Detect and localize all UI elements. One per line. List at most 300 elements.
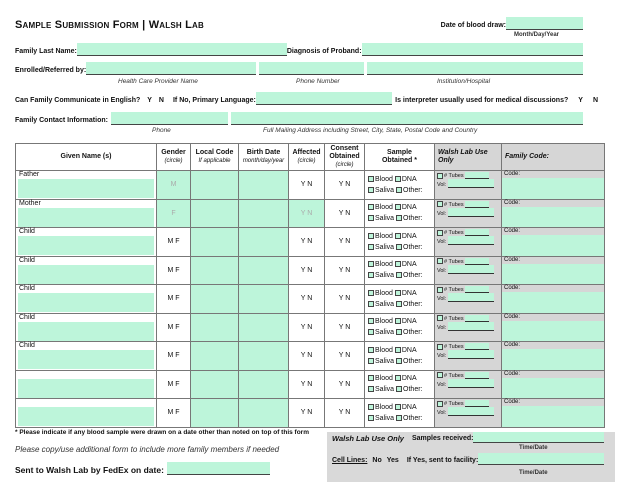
enrolled-row — [15, 62, 583, 75]
fedex-date-field[interactable] — [167, 462, 270, 475]
birth-date-field[interactable] — [239, 171, 289, 200]
col-affected-label: Affected — [292, 149, 321, 156]
blood-checkbox[interactable] — [368, 290, 374, 296]
phone-caption: Phone Number — [296, 78, 340, 85]
gender-cell[interactable]: F — [157, 199, 191, 228]
local-code-field[interactable] — [191, 256, 239, 285]
saliva-label: Saliva — [375, 215, 395, 223]
other-label: Other: — [403, 243, 423, 251]
dna-label: DNA — [401, 403, 417, 411]
saliva-checkbox[interactable] — [368, 386, 374, 392]
member-role: Child — [16, 342, 156, 350]
blood-checkbox[interactable] — [368, 261, 374, 267]
given-name-field[interactable] — [18, 208, 154, 227]
code-cell[interactable] — [502, 171, 605, 200]
code-cell[interactable] — [502, 313, 605, 342]
col-consent-label: Consent Obtained — [329, 145, 360, 160]
tubes-field[interactable] — [465, 372, 489, 379]
col-consent-sub: (circle) — [335, 162, 354, 168]
saliva-label: Saliva — [375, 186, 395, 194]
cell-lines-no[interactable]: No — [372, 457, 382, 464]
tubes-field[interactable] — [465, 400, 489, 407]
other-label: Other: — [403, 414, 423, 422]
contact-phone-field[interactable] — [111, 112, 228, 125]
consent-cell[interactable]: Y N — [325, 199, 365, 228]
vol-label: Vol: — [437, 410, 447, 416]
blood-label: Blood — [375, 346, 393, 354]
gender-cell[interactable]: M — [157, 171, 191, 200]
provider-phone-field[interactable] — [259, 62, 364, 75]
given-name-cell[interactable] — [16, 342, 157, 371]
code-label: Code: — [502, 285, 604, 292]
code-label: Code: — [502, 342, 604, 349]
local-code-field[interactable] — [191, 313, 239, 342]
blood-label: Blood — [375, 403, 393, 411]
saliva-checkbox[interactable] — [368, 187, 374, 193]
given-name-field[interactable] — [18, 293, 154, 312]
table-row — [16, 199, 605, 228]
saliva-checkbox[interactable] — [368, 358, 374, 364]
institution-caption: Institution/Hospital — [437, 78, 491, 85]
tubes-field[interactable] — [465, 258, 489, 265]
interpreter-yes[interactable]: Y — [578, 97, 583, 104]
code-cell[interactable] — [502, 342, 605, 371]
tubes-checkbox[interactable] — [437, 201, 443, 207]
dna-checkbox[interactable] — [395, 290, 401, 296]
col-affected-sub: (circle) — [297, 158, 316, 164]
given-name-field[interactable] — [18, 379, 154, 398]
affected-cell[interactable]: Y N — [289, 370, 325, 399]
table-row — [16, 342, 605, 371]
member-role — [16, 399, 156, 407]
col-gender — [157, 144, 191, 171]
other-checkbox[interactable] — [396, 187, 402, 193]
tubes-label: # Tubes — [444, 173, 464, 179]
tubes-field[interactable] — [465, 201, 489, 208]
family-last-name-field[interactable] — [77, 43, 287, 56]
blood-label: Blood — [375, 204, 393, 212]
vol-label: Vol: — [437, 182, 447, 188]
code-label: Code: — [502, 171, 604, 178]
dna-label: DNA — [401, 289, 417, 297]
copy-note: Please copy/use additional form to include more family members if needed — [15, 445, 280, 454]
tubes-label: # Tubes — [444, 315, 464, 322]
given-name-field[interactable] — [18, 236, 154, 255]
saliva-label: Saliva — [375, 300, 395, 308]
local-code-field[interactable] — [191, 228, 239, 257]
blood-checkbox[interactable] — [368, 233, 374, 239]
blood-draw-date-field[interactable] — [506, 17, 583, 30]
local-code-field[interactable] — [191, 399, 239, 428]
other-label: Other: — [403, 186, 423, 194]
sample-cell — [365, 313, 435, 342]
col-birth-label: Birth Date — [246, 149, 281, 156]
code-label: Code: — [502, 200, 604, 207]
received-time-caption: Time/Date — [519, 445, 548, 451]
affected-cell[interactable]: Y N — [289, 256, 325, 285]
language-row — [15, 92, 598, 105]
other-label: Other: — [403, 329, 423, 337]
other-checkbox[interactable] — [396, 272, 402, 278]
vol-field[interactable] — [448, 236, 494, 245]
affected-cell[interactable]: Y N — [289, 313, 325, 342]
given-name-cell[interactable] — [16, 399, 157, 428]
facility-field[interactable] — [478, 453, 604, 465]
consent-cell[interactable]: Y N — [325, 342, 365, 371]
birth-date-field[interactable] — [239, 285, 289, 314]
cell-lines-label: Cell Lines: — [332, 457, 368, 464]
col-sample: Sample Obtained * — [365, 144, 435, 171]
vol-field[interactable] — [448, 293, 494, 302]
gender-cell[interactable]: M F — [157, 256, 191, 285]
walsh-only-label: Walsh Lab Use Only — [332, 434, 404, 443]
tubes-checkbox[interactable] — [437, 230, 443, 236]
tubes-checkbox[interactable] — [437, 372, 443, 378]
gender-cell[interactable]: M F — [157, 342, 191, 371]
vol-label: Vol: — [437, 267, 447, 274]
affected-cell[interactable]: Y N — [289, 342, 325, 371]
birth-date-field[interactable] — [239, 399, 289, 428]
dna-checkbox[interactable] — [395, 176, 401, 182]
vol-label: Vol: — [437, 296, 447, 302]
other-label: Other: — [403, 300, 423, 308]
other-label: Other: — [403, 215, 423, 223]
tubes-checkbox[interactable] — [437, 173, 443, 179]
dna-checkbox[interactable] — [395, 233, 401, 239]
blood-label: Blood — [375, 261, 393, 269]
interpreter-no[interactable]: N — [592, 97, 598, 104]
sample-cell — [365, 256, 435, 285]
tubes-field[interactable] — [465, 286, 489, 293]
saliva-label: Saliva — [375, 414, 395, 422]
given-name-cell[interactable] — [16, 370, 157, 399]
blood-label: Blood — [375, 175, 393, 183]
affected-cell[interactable]: Y N — [289, 228, 325, 257]
walsh-lab-cell — [435, 171, 502, 200]
table-row — [16, 285, 605, 314]
provider-caption: Health Care Provider Name — [118, 78, 198, 85]
other-checkbox[interactable] — [396, 215, 402, 221]
saliva-checkbox[interactable] — [368, 272, 374, 278]
other-label: Other: — [403, 386, 423, 394]
member-role: Father — [16, 171, 156, 179]
col-affected — [289, 144, 325, 171]
date-label: Date of blood draw: — [440, 22, 506, 29]
vol-label: Vol: — [437, 210, 447, 217]
sample-cell — [365, 199, 435, 228]
received-label: Samples received: — [411, 435, 474, 442]
consent-cell[interactable]: Y N — [325, 313, 365, 342]
form-title: Sample Submission Form | Walsh Lab — [15, 19, 204, 31]
table-row — [16, 228, 605, 257]
contact-row — [15, 112, 583, 125]
vol-field[interactable] — [448, 407, 494, 416]
blood-label: Blood — [375, 318, 393, 326]
local-code-field[interactable] — [191, 171, 239, 200]
tubes-label: # Tubes — [444, 287, 464, 293]
code-label: Code: — [502, 228, 604, 235]
vol-label: Vol: — [437, 353, 447, 359]
saliva-label: Saliva — [375, 357, 395, 365]
english-no[interactable]: N — [158, 97, 164, 104]
dna-checkbox[interactable] — [395, 347, 401, 353]
blood-checkbox[interactable] — [368, 204, 374, 210]
walsh-lab-cell — [435, 285, 502, 314]
provider-name-field[interactable] — [86, 62, 256, 75]
col-local — [191, 144, 239, 171]
other-checkbox[interactable] — [396, 358, 402, 364]
other-label: Other: — [403, 272, 423, 280]
tubes-field[interactable] — [465, 229, 489, 236]
dna-label: DNA — [401, 175, 417, 183]
dna-checkbox[interactable] — [395, 261, 401, 267]
blood-date-note: * Please indicate if any blood sample were drawn on a date other than noted on top of this form — [15, 429, 309, 436]
dna-label: DNA — [401, 375, 417, 383]
saliva-label: Saliva — [375, 386, 395, 394]
tubes-checkbox[interactable] — [437, 315, 443, 321]
given-name-cell[interactable] — [16, 228, 157, 257]
code-cell[interactable] — [502, 228, 605, 257]
vol-field[interactable] — [448, 265, 494, 274]
birth-date-field[interactable] — [239, 342, 289, 371]
tubes-field[interactable] — [465, 315, 489, 322]
other-checkbox[interactable] — [396, 244, 402, 250]
given-name-cell[interactable] — [16, 171, 157, 200]
col-birth-sub: month/day/year — [242, 158, 285, 164]
local-code-field[interactable] — [191, 199, 239, 228]
consent-cell[interactable]: Y N — [325, 370, 365, 399]
diagnosis-label: Diagnosis of Proband: — [286, 48, 362, 55]
given-name-cell[interactable] — [16, 313, 157, 342]
facility-label: If Yes, sent to facility: — [406, 457, 479, 464]
sample-cell — [365, 342, 435, 371]
tubes-field[interactable] — [465, 343, 489, 350]
sample-cell — [365, 370, 435, 399]
affected-cell[interactable]: Y N — [289, 399, 325, 428]
vol-label: Vol: — [437, 381, 447, 388]
received-row — [332, 432, 604, 443]
col-gender-label: Gender — [161, 149, 186, 156]
dna-checkbox[interactable] — [395, 318, 401, 324]
gender-cell[interactable]: M F — [157, 285, 191, 314]
dna-label: DNA — [401, 232, 417, 240]
consent-cell[interactable]: Y N — [325, 228, 365, 257]
given-name-field[interactable] — [18, 179, 154, 198]
blood-checkbox[interactable] — [368, 347, 374, 353]
member-role: Child — [16, 257, 156, 265]
contact-address-field[interactable] — [231, 112, 583, 125]
code-cell[interactable] — [502, 399, 605, 428]
col-walsh: Walsh Lab Use Only — [435, 144, 502, 171]
given-name-cell[interactable] — [16, 256, 157, 285]
gender-cell[interactable]: M F — [157, 370, 191, 399]
col-local-label: Local Code — [195, 149, 234, 156]
saliva-label: Saliva — [375, 329, 395, 337]
code-cell[interactable] — [502, 285, 605, 314]
table-row — [16, 399, 605, 428]
code-label: Code: — [502, 314, 604, 321]
vol-label: Vol: — [437, 239, 447, 245]
blood-label: Blood — [375, 232, 393, 240]
other-checkbox[interactable] — [396, 329, 402, 335]
dna-checkbox[interactable] — [395, 375, 401, 381]
vol-field[interactable] — [448, 322, 494, 331]
blood-label: Blood — [375, 375, 393, 383]
institution-field[interactable] — [367, 62, 583, 75]
saliva-checkbox[interactable] — [368, 301, 374, 307]
cell-lines-yes[interactable]: Yes — [386, 457, 399, 464]
affected-cell[interactable]: Y N — [289, 171, 325, 200]
fedex-row — [15, 462, 270, 475]
vol-field[interactable] — [448, 208, 494, 217]
facility-time-caption: Time/Date — [519, 470, 548, 476]
birth-date-field[interactable] — [239, 370, 289, 399]
tubes-label: # Tubes — [444, 201, 464, 208]
family-last-name-label: Family Last Name: — [15, 48, 77, 55]
dna-label: DNA — [401, 261, 417, 269]
sample-cell — [365, 285, 435, 314]
member-role: Child — [16, 228, 156, 236]
vol-field[interactable] — [448, 379, 494, 388]
member-role: Child — [16, 285, 156, 293]
enrolled-label: Enrolled/Referred by: — [15, 67, 87, 74]
tubes-label: # Tubes — [444, 344, 464, 350]
vol-field[interactable] — [448, 179, 494, 188]
walsh-lab-cell — [435, 228, 502, 257]
tubes-checkbox[interactable] — [437, 344, 443, 350]
affected-cell[interactable]: Y N — [289, 199, 325, 228]
tubes-label: # Tubes — [444, 258, 464, 265]
sample-cell — [365, 399, 435, 428]
birth-date-field[interactable] — [239, 199, 289, 228]
dna-label: DNA — [401, 318, 417, 326]
given-name-field[interactable] — [18, 265, 154, 284]
col-local-sub: If applicable — [198, 158, 231, 164]
birth-date-field[interactable] — [239, 313, 289, 342]
birth-date-field[interactable] — [239, 228, 289, 257]
consent-cell[interactable]: Y N — [325, 285, 365, 314]
dna-checkbox[interactable] — [395, 404, 401, 410]
primary-language-field[interactable] — [256, 92, 392, 105]
birth-date-field[interactable] — [239, 256, 289, 285]
tubes-label: # Tubes — [444, 230, 464, 236]
affected-cell[interactable]: Y N — [289, 285, 325, 314]
walsh-lab-cell — [435, 199, 502, 228]
saliva-label: Saliva — [375, 272, 395, 280]
contact-address-caption: Full Mailing Address including Street, City, State, Postal Code and Country — [263, 127, 478, 134]
walsh-lab-cell — [435, 370, 502, 399]
blood-checkbox[interactable] — [368, 375, 374, 381]
col-birth — [239, 144, 289, 171]
date-caption: Month/Day/Year — [514, 32, 560, 38]
blood-label: Blood — [375, 289, 393, 297]
member-role: Mother — [16, 200, 156, 208]
table-row — [16, 256, 605, 285]
consent-cell[interactable]: Y N — [325, 171, 365, 200]
tubes-checkbox[interactable] — [437, 258, 443, 264]
code-cell[interactable] — [502, 256, 605, 285]
english-yes[interactable]: Y — [147, 97, 152, 104]
tubes-checkbox[interactable] — [437, 401, 443, 407]
given-name-cell[interactable] — [16, 285, 157, 314]
blood-checkbox[interactable] — [368, 404, 374, 410]
family-members-table — [15, 143, 605, 428]
table-row — [16, 171, 605, 200]
contact-phone-caption: Phone — [152, 127, 171, 134]
local-code-field[interactable] — [191, 370, 239, 399]
other-label: Other: — [403, 357, 423, 365]
walsh-lab-cell — [435, 399, 502, 428]
saliva-checkbox[interactable] — [368, 415, 374, 421]
blood-checkbox[interactable] — [368, 318, 374, 324]
sample-cell — [365, 171, 435, 200]
walsh-lab-cell — [435, 342, 502, 371]
other-checkbox[interactable] — [396, 301, 402, 307]
col-family-code[interactable]: Family Code: — [502, 144, 605, 171]
language-label: If No, Primary Language: — [172, 97, 256, 104]
member-role — [16, 371, 156, 379]
saliva-checkbox[interactable] — [368, 329, 374, 335]
sample-cell — [365, 228, 435, 257]
saliva-checkbox[interactable] — [368, 244, 374, 250]
given-name-field[interactable] — [18, 350, 154, 369]
local-code-field[interactable] — [191, 342, 239, 371]
local-code-field[interactable] — [191, 285, 239, 314]
walsh-lab-box — [327, 432, 615, 482]
gender-cell[interactable]: M F — [157, 228, 191, 257]
tubes-field[interactable] — [465, 172, 489, 179]
vol-field[interactable] — [448, 350, 494, 359]
code-label: Code: — [502, 399, 604, 406]
saliva-label: Saliva — [375, 243, 395, 251]
dna-label: DNA — [401, 204, 417, 212]
table-row — [16, 370, 605, 399]
gender-cell[interactable]: M F — [157, 313, 191, 342]
code-cell[interactable] — [502, 199, 605, 228]
gender-cell[interactable]: M F — [157, 399, 191, 428]
samples-received-field[interactable] — [473, 432, 604, 443]
other-checkbox[interactable] — [396, 415, 402, 421]
walsh-lab-cell — [435, 313, 502, 342]
dna-label: DNA — [401, 346, 417, 354]
dna-checkbox[interactable] — [395, 204, 401, 210]
col-consent — [325, 144, 365, 171]
code-label: Code: — [502, 257, 604, 264]
diagnosis-field[interactable] — [362, 43, 583, 56]
family-name-row — [15, 43, 583, 56]
blood-checkbox[interactable] — [368, 176, 374, 182]
table-row — [16, 313, 605, 342]
tubes-checkbox[interactable] — [437, 287, 443, 293]
contact-label: Family Contact Information: — [15, 117, 108, 124]
col-name: Given Name (s) — [16, 144, 157, 171]
code-label: Code: — [502, 371, 604, 378]
given-name-field[interactable] — [18, 322, 154, 341]
saliva-checkbox[interactable] — [368, 215, 374, 221]
cell-lines-row — [332, 453, 604, 465]
other-checkbox[interactable] — [396, 386, 402, 392]
consent-cell[interactable]: Y N — [325, 399, 365, 428]
english-label: Can Family Communicate in English? — [15, 97, 141, 104]
given-name-cell[interactable] — [16, 199, 157, 228]
code-cell[interactable] — [502, 370, 605, 399]
tubes-label: # Tubes — [444, 372, 464, 379]
walsh-lab-cell — [435, 256, 502, 285]
vol-label: Vol: — [437, 324, 447, 331]
consent-cell[interactable]: Y N — [325, 256, 365, 285]
member-role: Child — [16, 314, 156, 322]
given-name-field[interactable] — [18, 407, 154, 426]
